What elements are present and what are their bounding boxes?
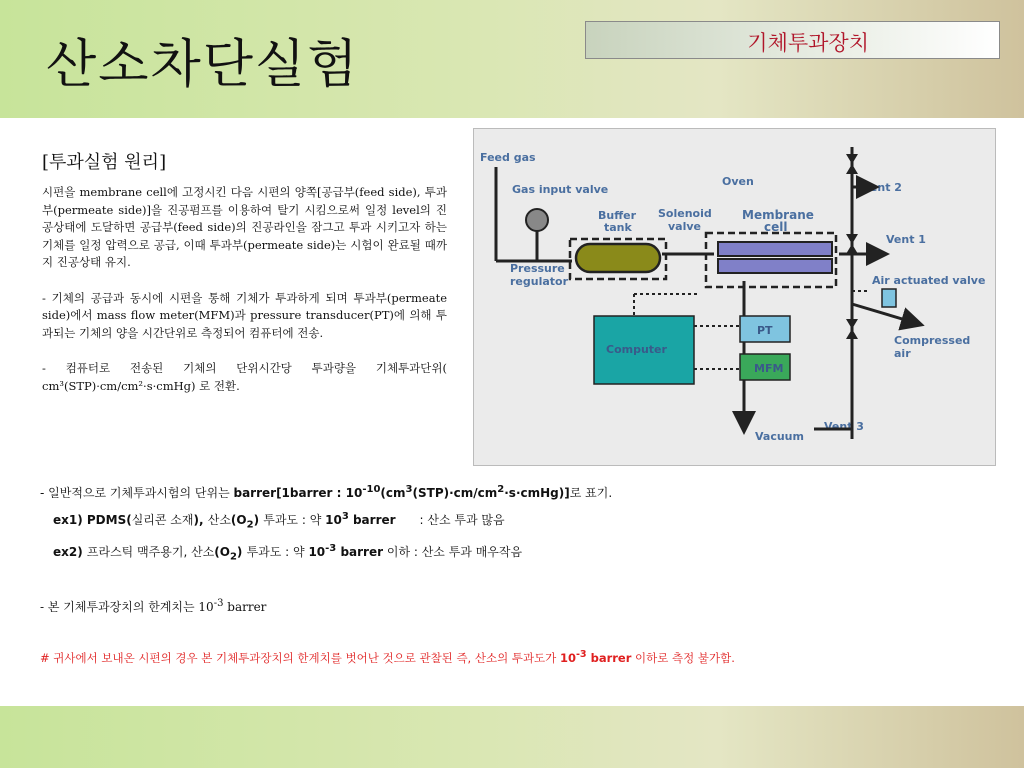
- ex1-sub: 2: [246, 519, 254, 531]
- label-vent2: Vent 2: [862, 181, 902, 194]
- ex2-d: ): [236, 545, 247, 560]
- ex1-i: barrer: [348, 513, 396, 527]
- label-membrane-2: cell: [764, 220, 788, 234]
- limit-a: - 본 기체투과장치의 한계치는: [40, 599, 199, 614]
- unit-note-f: 로 표기.: [569, 486, 613, 500]
- ex1-g: 투과도 : 약: [263, 513, 326, 527]
- section-tag: 기체투과장치: [747, 31, 869, 55]
- paragraph-2: - 기체의 공급과 동시에 시편을 통해 기체가 투과하게 되며 투과부(permeate side)에서 mass flow meter(MFM)과 pressure transducer(PT)에 의해 투과되는 기체의 양을 시간단위로 측정되어 컴퓨터에 전송.: [42, 290, 447, 340]
- ex1-c: ),: [193, 513, 208, 527]
- unit-note-sup1: -10: [362, 484, 381, 495]
- example-1: [40, 507, 980, 535]
- unit-note-sup2: 3: [405, 484, 413, 495]
- ex1-j: : 산소 투과 많음: [419, 513, 505, 527]
- membrane-cell-top: [718, 242, 832, 256]
- footer-banner: [0, 706, 1024, 768]
- section-title: [투과실험 원리]: [42, 152, 167, 173]
- label-vent1: Vent 1: [886, 233, 926, 246]
- unit-note: [40, 480, 980, 503]
- diagram-svg: [474, 129, 995, 465]
- ex2-c: (O: [214, 545, 230, 560]
- ex1-sup: 3: [341, 511, 349, 522]
- limit-note: [40, 594, 980, 617]
- membrane-cell-bottom: [718, 259, 832, 273]
- limit-sup: -3: [213, 597, 224, 609]
- label-air-valve: Air actuated valve: [872, 274, 986, 287]
- paragraph-1: 시편을 membrane cell에 고정시킨 다음 시편의 양쪽[공급부(feed side), 투과부(permeate side)]을 진공펌프를 이용하여 탈기 시킴으로써 일정 level의 진공상태에 도달하면 공급부(feed side)의 진공라인을 잠그고 투과 시키고자 하는 기체를 일정 압력으로 공급, 이때 투과부(permeate side)는 시험이 완료될 때까지 진공상태 유지.: [42, 185, 447, 269]
- bottom-notes: [40, 480, 980, 668]
- label-pressure-1: Pressure: [510, 262, 565, 275]
- label-gas-input-valve: Gas input valve: [512, 183, 609, 196]
- air-actuator-icon: [882, 289, 896, 307]
- label-feed-gas: Feed gas: [480, 151, 536, 164]
- pressure-gauge-icon: [526, 209, 548, 231]
- ex2-b: 프라스틱 맥주용기, 산소: [86, 545, 215, 560]
- example-2: [40, 539, 980, 567]
- ex2-sub: 2: [229, 551, 237, 563]
- buffer-tank-shape: [576, 244, 660, 272]
- label-pressure-2: regulator: [510, 275, 569, 288]
- ex1-b: 실리콘 소재: [131, 513, 194, 527]
- unit-note-sup3: 2: [497, 484, 505, 495]
- principle-text: [42, 148, 447, 413]
- label-solenoid-1: Solenoid: [658, 207, 712, 220]
- unit-note-d: (STP)·cm/cm: [412, 486, 498, 500]
- ex1-a: ex1) PDMS(: [53, 513, 132, 527]
- ex2-g: barrer: [336, 545, 384, 560]
- label-compressed-1: Compressed: [894, 334, 971, 347]
- label-membrane-1: Membrane: [742, 208, 814, 222]
- section-tag-box: [585, 21, 1000, 59]
- client-note-c: barrer: [586, 650, 632, 665]
- label-buffer-1: Buffer: [598, 209, 637, 222]
- ex1-h: 10: [325, 513, 342, 527]
- label-vacuum: Vacuum: [755, 430, 804, 443]
- label-mfm: MFM: [754, 362, 784, 375]
- label-vent3: Vent 3: [824, 420, 864, 433]
- ex1-e: (O: [230, 513, 247, 527]
- permeation-apparatus-diagram: [473, 128, 996, 466]
- unit-note-e: ·s·cmHg)]: [504, 486, 570, 500]
- ex2-h: 이하 : 산소 투과 매우작음: [383, 545, 523, 560]
- paragraph-3: - 컴퓨터로 전송된 기체의 단위시간당 투과량을 기체투과단위( cm³(STP)·cm/cm²·s·cmHg) 로 전환.: [42, 361, 447, 393]
- client-note-a: # 귀사에서 보내온 시편의 경우 본 기체투과장치의 한계치를 벗어난 것으로 관찰된 즉, 산소의 투과도가: [40, 650, 560, 665]
- unit-note-a: - 일반적으로 기체투과시험의 단위는: [40, 486, 234, 500]
- limit-b: 10: [198, 599, 214, 614]
- label-compressed-2: air: [894, 347, 911, 360]
- unit-note-b: barrer[1barrer : 10: [233, 486, 363, 500]
- label-computer: Computer: [606, 343, 667, 356]
- ex2-a: ex2): [53, 545, 87, 560]
- ex2-sup: -3: [325, 543, 337, 555]
- client-note-sup: -3: [575, 648, 587, 660]
- client-note-d: 이하로 측정 불가함.: [631, 650, 735, 665]
- label-oven: Oven: [722, 175, 754, 188]
- unit-note-c: (cm: [380, 486, 406, 500]
- limit-c: barrer: [223, 599, 267, 614]
- label-pt: PT: [757, 324, 773, 337]
- page-title: 산소차단실험: [46, 35, 360, 95]
- ex2-e: 투과도 : 약: [246, 545, 309, 560]
- label-solenoid-2: valve: [668, 220, 701, 233]
- ex1-d: 산소: [207, 513, 231, 527]
- ex2-f: 10: [308, 545, 326, 560]
- ex1-f: ): [253, 513, 264, 527]
- client-sample-note: [40, 645, 980, 668]
- client-note-b: 10: [559, 650, 576, 665]
- label-buffer-2: tank: [604, 221, 632, 234]
